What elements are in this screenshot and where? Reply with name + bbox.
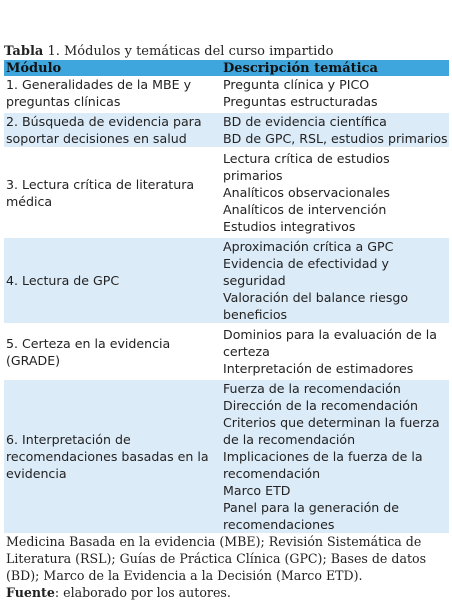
topic-item: Dirección de la recomendación — [223, 398, 418, 413]
header-description: Descripción temática — [221, 60, 449, 76]
description-cell — [221, 112, 449, 149]
table-source — [4, 584, 449, 601]
topic-item: Analíticos de intervención — [223, 202, 387, 217]
module-cell: 6. Interpretación de recomendaciones basadas en la evidencia — [4, 379, 221, 534]
table-row — [4, 379, 449, 534]
topic-item: Fuerza de la recomendación — [223, 381, 401, 396]
topic-item: Valoración del balance riesgo beneficios — [223, 290, 409, 322]
module-cell: 5. Certeza en la evidencia (GRADE) — [4, 325, 221, 379]
topic-item: Preguntas estructuradas — [223, 94, 378, 109]
topic-item: Pregunta clínica y PICO — [223, 77, 370, 92]
topic-item: Dominios para la evaluación de la certeza — [223, 327, 437, 359]
topic-item: Marco ETD — [223, 483, 291, 498]
module-cell: 3. Lectura crítica de literatura médica — [4, 149, 221, 237]
description-cell — [221, 237, 449, 325]
table-header-row — [4, 60, 449, 76]
table-footnote: Medicina Basada en la evidencia (MBE); Revisión Sistemática de Literatura (RSL); Guías de Práctica Clínica (GPC); Bases de datos (BD); Marco de la Evidencia a la Decisión (Marco ETD). — [6, 534, 427, 583]
topic-item: Aproximación crítica a GPC — [223, 239, 394, 254]
source-text: : elaborado por los autores. — [54, 585, 231, 600]
description-cell — [221, 76, 449, 112]
caption-label: Tabla — [4, 44, 44, 59]
module-cell: 2. Búsqueda de evidencia para soportar decisiones en salud — [4, 112, 221, 149]
header-module: Módulo — [4, 60, 221, 76]
source-label: Fuente — [6, 585, 55, 600]
topic-item: Criterios que determinan la fuerza de la recomendación — [223, 415, 440, 447]
module-cell: 4. Lectura de GPC — [4, 237, 221, 325]
description-cell — [221, 379, 449, 534]
table-row — [4, 112, 449, 149]
description-cell — [221, 325, 449, 379]
module-cell: 1. Generalidades de la MBE y preguntas clínicas — [6, 77, 192, 109]
topic-item: Evidencia de efectividad y seguridad — [223, 256, 389, 288]
topic-item: Interpretación de estimadores — [223, 361, 414, 376]
topic-item: Lectura crítica de estudios primarios — [223, 151, 390, 183]
modules-table — [4, 60, 449, 533]
caption-text: 1. Módulos y temáticas del curso impartido — [43, 44, 334, 59]
table-container — [4, 44, 449, 601]
table-row — [4, 325, 449, 379]
table-row — [4, 237, 449, 325]
topic-item: Panel para la generación de recomendaciones — [223, 500, 400, 532]
topic-item: BD de evidencia científica — [223, 114, 387, 129]
table-row — [4, 149, 449, 237]
topic-item: Implicaciones de la fuerza de la recomendación — [223, 449, 423, 481]
description-cell — [221, 149, 449, 237]
topic-item: Analíticos observacionales — [223, 185, 390, 200]
topic-item: BD de GPC, RSL, estudios primarios — [223, 131, 448, 146]
table-caption — [4, 44, 449, 60]
topic-item: Estudios integrativos — [223, 219, 356, 234]
table-row — [4, 76, 449, 112]
